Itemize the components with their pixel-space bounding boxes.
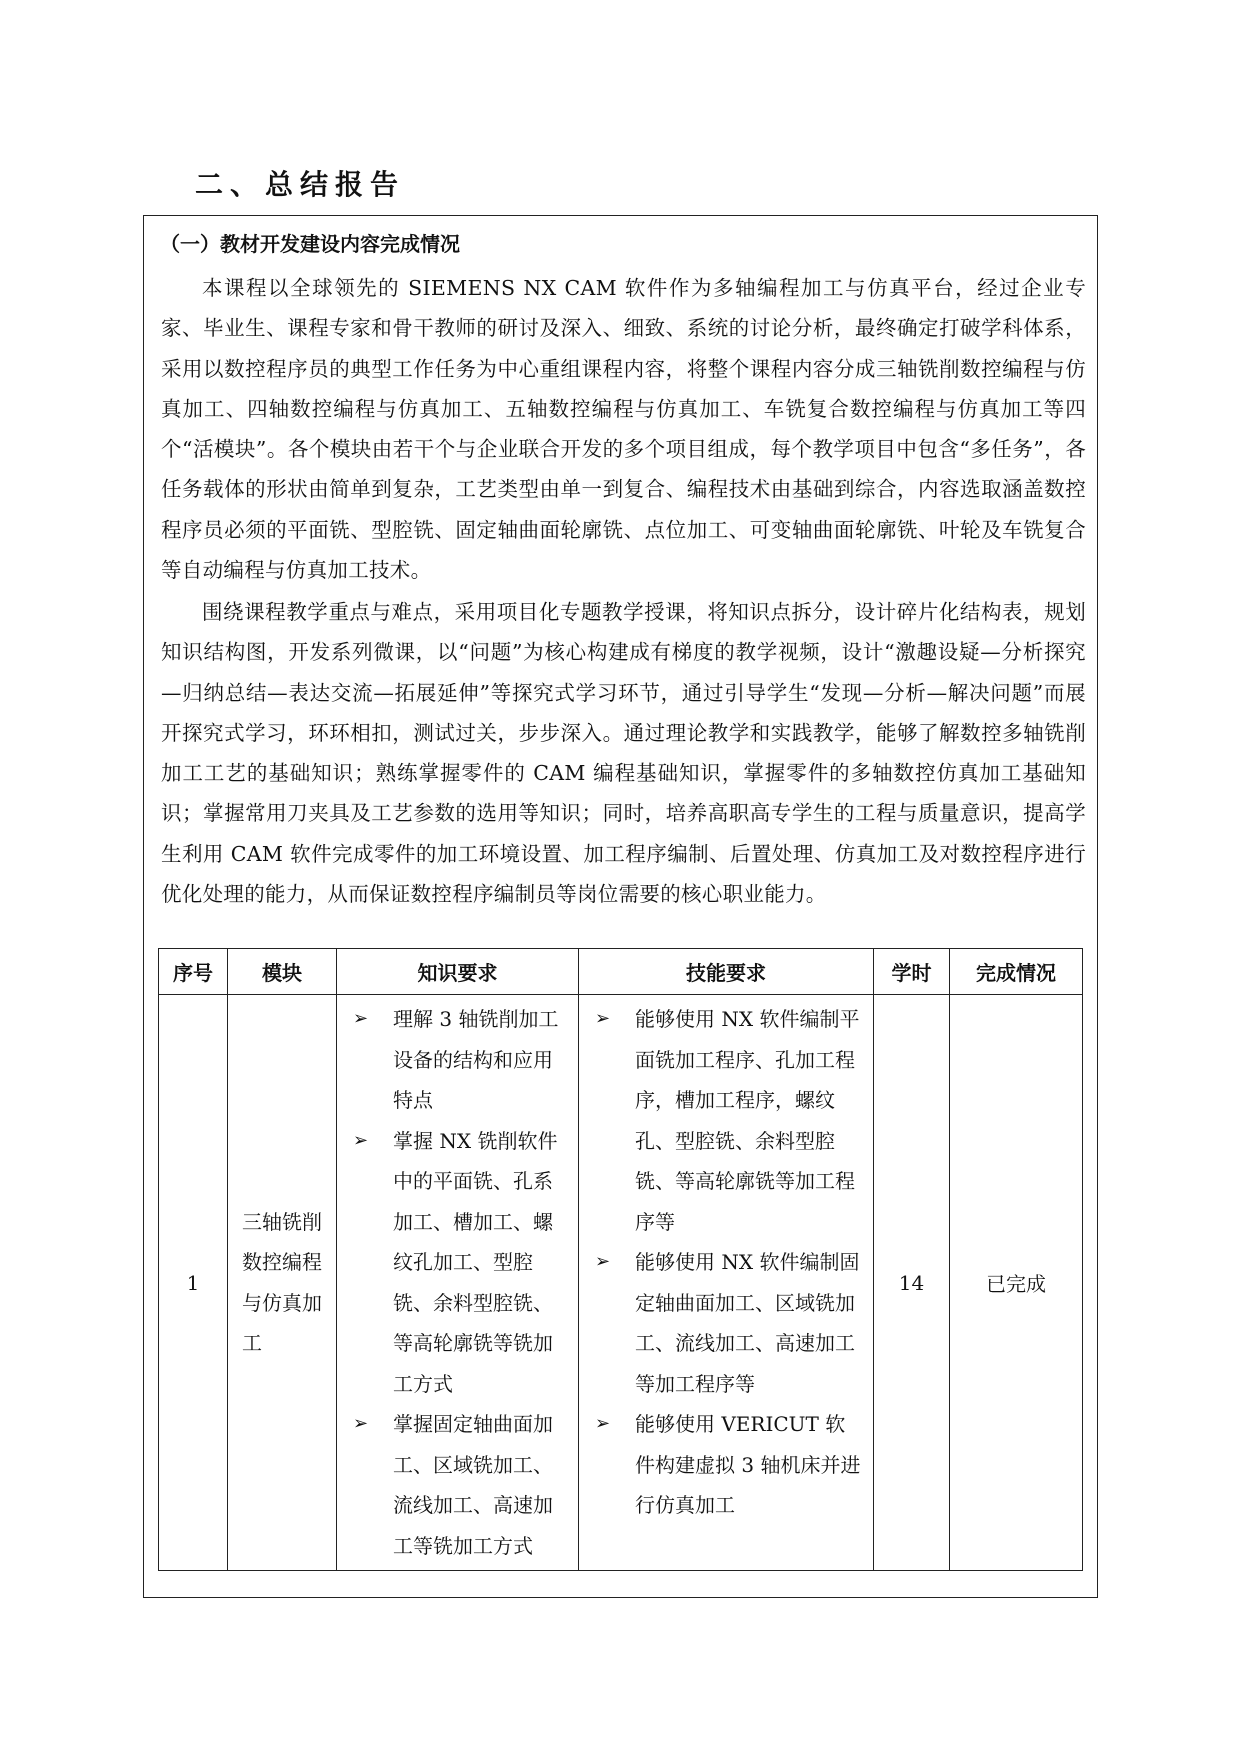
header-index: 序号	[159, 949, 228, 995]
paragraph-1: 本课程以全球领先的 SIEMENS NX CAM 软件作为多轴编程加工与仿真平台，经过企业专家、毕业生、课程专家和骨干教师的研讨及深入、细致、系统的讨论分析，最终确定打破学科体系，采用以数控程序员的典型工作任务为中心重组课程内容，将整个课程内容分成三轴铣削数控编程与仿真加工、四轴数控编程与仿真加工、五轴数控编程与仿真加工、车铣复合数控编程与仿真加工等四个“活模块”。各个模块由若干个与企业联合开发的多个项目组成，每个教学项目中包含“多任务”，各任务载体的形状由简单到复杂，工艺类型由单一到复合、编程技术由基础到综合，内容选取涵盖数控程序员必须的平面铣、型腔铣、固定轴曲面轮廓铣、点位加工、可变轴曲面轮廓铣、叶轮及车铣复合等自动编程与仿真加工技术。	[161, 276, 1086, 583]
header-module: 模块	[228, 949, 337, 995]
arrowhead-bullet-icon: ➢	[595, 1008, 611, 1029]
table-row	[159, 995, 1083, 1571]
section-title: （一）教材开发建设内容完成情况	[160, 232, 460, 256]
row-skills	[579, 995, 874, 1571]
row-hours: 14	[874, 995, 950, 1571]
skill-item: ➢ 能够使用 NX 软件编制平面铣加工程序、孔加工程序，槽加工程序，螺纹孔、型腔铣、余料型腔铣、等高轮廓铣等加工程序等	[589, 999, 865, 1242]
arrowhead-bullet-icon: ➢	[353, 1008, 369, 1029]
row-index: 1	[159, 995, 228, 1571]
table-header-row	[159, 949, 1083, 995]
page-heading: 二、总结报告	[195, 168, 406, 201]
knowledge-item: ➢ 掌握 NX 铣削软件中的平面铣、孔系加工、槽加工、螺纹孔加工、型腔铣、余料型腔铣、等高轮廓铣等铣加工方式	[347, 1121, 570, 1405]
arrowhead-bullet-icon: ➢	[595, 1251, 611, 1272]
paragraph-2: 围绕课程教学重点与难点，采用项目化专题教学授课，将知识点拆分，设计碎片化结构表，规划知识结构图，开发系列微课，以“问题”为核心构建成有梯度的教学视频，设计“激趣设疑—分析探究—归纳总结—表达交流—拓展延伸”等探究式学习环节，通过引导学生“发现—分析—解决问题”而展开探究式学习，环环相扣，测试过关，步步深入。通过理论教学和实践教学，能够了解数控多轴铣削加工工艺的基础知识；熟练掌握零件的 CAM 编程基础知识，掌握零件的多轴数控仿真加工基础知识；掌握常用刀夹具及工艺参数的选用等知识；同时，培养高职高专学生的工程与质量意识，提高学生利用 CAM 软件完成零件的加工环境设置、加工程序编制、后置处理、仿真加工及对数控程序进行优化处理的能力，从而保证数控程序编制员等岗位需要的核心职业能力。	[161, 600, 1086, 907]
knowledge-item: ➢ 掌握固定轴曲面加工、区域铣加工、流线加工、高速加工等铣加工方式	[347, 1404, 570, 1566]
header-skills: 技能要求	[579, 949, 874, 995]
module-table	[158, 948, 1083, 1571]
arrowhead-bullet-icon: ➢	[353, 1129, 369, 1151]
skill-item: ➢ 能够使用 NX 软件编制固定轴曲面加工、区域铣加工、流线加工、高速加工等加工程序等	[589, 1242, 865, 1404]
row-module: 三轴铣削数控编程与仿真加工	[228, 995, 337, 1571]
header-status: 完成情况	[950, 949, 1083, 995]
knowledge-item: ➢ 理解 3 轴铣削加工设备的结构和应用特点	[347, 999, 570, 1121]
header-hours: 学时	[874, 949, 950, 995]
skill-item: ➢ 能够使用 VERICUT 软件构建虚拟 3 轴机床并进行仿真加工	[589, 1404, 865, 1526]
row-status: 已完成	[950, 995, 1083, 1571]
arrowhead-bullet-icon: ➢	[595, 1413, 611, 1434]
arrowhead-bullet-icon: ➢	[353, 1413, 369, 1434]
row-knowledge	[337, 995, 579, 1571]
header-knowledge: 知识要求	[337, 949, 579, 995]
